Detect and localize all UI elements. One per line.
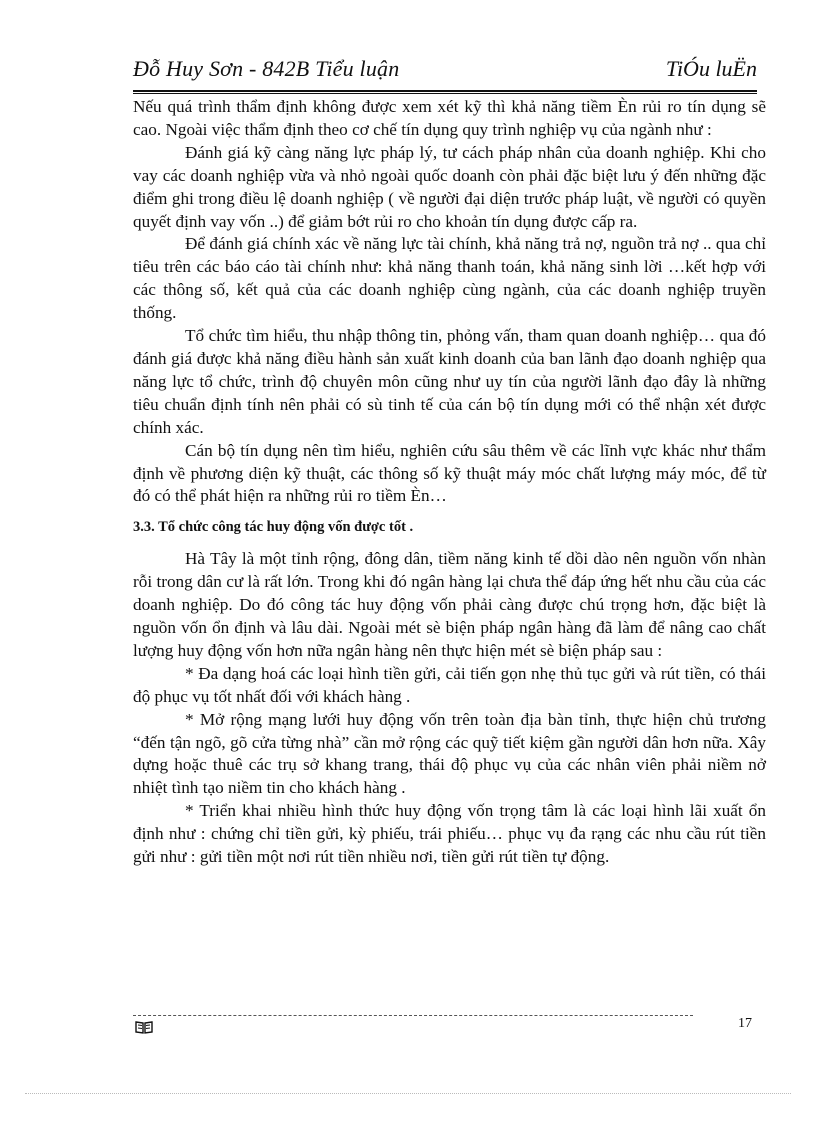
- footer-rule: [133, 1015, 693, 1016]
- page-number: 17: [738, 1016, 752, 1031]
- section-heading: 3.3. Tổ chức công tác huy động vốn được tốt .: [133, 519, 414, 536]
- paragraph: Để đánh giá chính xác về năng lực tài chính, khả năng trả nợ, nguồn trả nợ .. qua chỉ tiêu trên các báo cáo tài chính như: khả năng thanh toán, khả năng sinh lời …kết hợp với các thông số, kết quả của các doanh nghiệp cùng ngành, của các doanh nghiệp truyền thống.: [133, 234, 766, 323]
- bullet-paragraph: * Đa dạng hoá các loại hình tiền gửi, cải tiến gọn nhẹ thủ tục gửi và rút tiền, có thái độ phục vụ tốt nhất đối với khách hàng .: [133, 663, 766, 706]
- bullet-paragraph: * Triển khai nhiều hình thức huy động vốn trọng tâm là các loại hình lãi xuất ổn định như : chứng chỉ tiền gửi, kỳ phiếu, trái phiếu… phục vụ đa rạng các nhu cầu rút tiền gửi như : gửi tiền một nơi rút tiền nhiều nơi, tiền gửi rút tiền tự động.: [133, 801, 766, 867]
- open-book-icon: [135, 1020, 153, 1034]
- page-bottom-edge: [25, 1093, 791, 1094]
- header-rule-thin: [133, 93, 757, 94]
- page-header: [133, 56, 757, 90]
- paragraph: Nếu quá trình thẩm định không được xem xét kỹ thì khả năng tiềm Èn rủi ro tín dụng sẽ cao. Ngoài việc thẩm định theo cơ chế tín dụng quy trình nghiệp vụ của ngành như :: [133, 97, 766, 139]
- bullet-paragraph: * Mở rộng mạng lưới huy động vốn trên toàn địa bàn tỉnh, thực hiện chủ trương “đến tận ngõ, gõ cửa từng nhà” cần mở rộng các quỹ tiết kiệm gần người dân hơn nữa. Xây dựng hoặc thuê các trụ sở khang trang, thái độ phục vụ của các nhân viên phải niềm nở nhiệt tình tạo niềm tin cho khách hàng .: [133, 709, 766, 798]
- paragraph: Hà Tây là một tỉnh rộng, đông dân, tiềm năng kinh tế dồi dào nên nguồn vốn nhàn rỗi trong dân cư là rất lớn. Trong khi đó ngân hàng lại chưa thể đáp ứng hết nhu cầu của các doanh nghiệp. Do đó công tác huy động vốn phải càng được chú trọng hơn, đặc biệt là nguồn vốn ổn định và lâu dài. Ngoài mét sè biện pháp ngân hàng đã làm để nâng cao chất lượng huy động vốn hơn nữa ngân hàng nên thực hiện mét sè biện pháp sau :: [133, 549, 766, 660]
- header-author-title: Đỗ Huy Sơn - 842B Tiểu luận: [133, 56, 400, 81]
- header-rule: [133, 90, 757, 92]
- paragraph: Cán bộ tín dụng nên tìm hiểu, nghiên cứu sâu thêm về các lĩnh vực khác như thẩm định về phương diện kỹ thuật, các thông số kỹ thuật máy móc chất lượng máy móc, để từ đó có thể phát hiện ra những rủi ro tiềm Èn…: [133, 440, 766, 506]
- page-body: [133, 96, 766, 869]
- paragraph: Đánh giá kỹ càng năng lực pháp lý, tư cách pháp nhân của doanh nghiệp. Khi cho vay các doanh nghiệp vừa và nhỏ ngoài quốc doanh còn phải đặc biệt lưu ý đến những đặc điểm ghi trong điều lệ doanh nghiệp ( về người đại diện trước pháp luật, về người có quyền quyết định vay vốn ..) để giảm bớt rủi ro cho khoản tín dụng được cấp ra.: [133, 142, 766, 231]
- paragraph: Tổ chức tìm hiểu, thu nhập thông tin, phỏng vấn, tham quan doanh nghiệp… qua đó đánh giá được khả năng điều hành sản xuất kinh doanh của ban lãnh đạo doanh nghiệp qua năng lực tổ chức, trình độ chuyên môn cũng như uy tín của người lãnh đạo đây là những tiêu chuẩn định tính nên phải có sù tinh tế của cán bộ tín dụng mới có thể nhận xét được chính xác.: [133, 326, 766, 437]
- header-doc-type: TiÓu luËn: [665, 56, 757, 81]
